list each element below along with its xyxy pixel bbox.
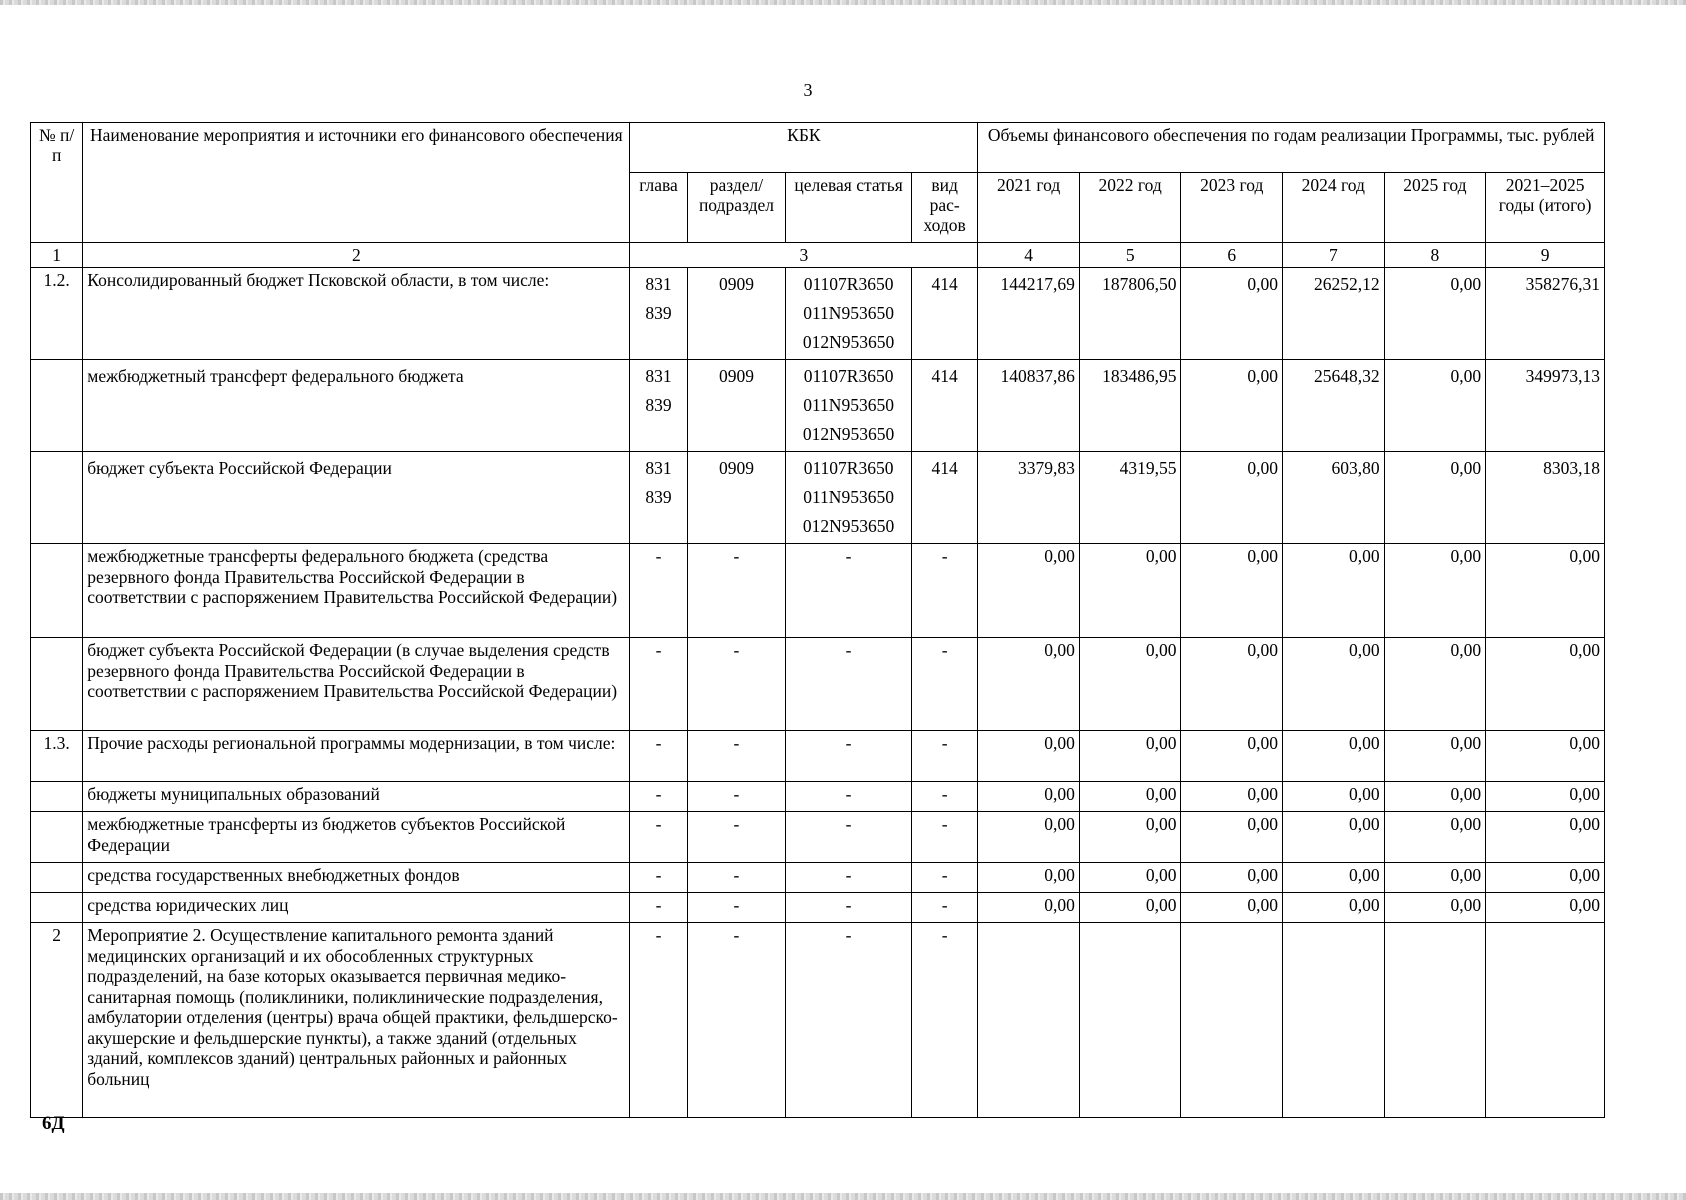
row-razdel: - xyxy=(687,544,786,638)
table-row xyxy=(31,544,1605,638)
row-num xyxy=(31,893,83,923)
row-value-2023: 0,00 xyxy=(1181,893,1283,923)
header-vid: вид рас-ходов xyxy=(911,173,977,243)
row-glava: - xyxy=(630,782,687,812)
row-value-2022: 4319,55 xyxy=(1079,452,1181,544)
header-glava: глава xyxy=(630,173,687,243)
colnum-9: 9 xyxy=(1486,243,1605,268)
row-value-2025: 0,00 xyxy=(1384,360,1486,452)
row-value-2025: 0,00 xyxy=(1384,268,1486,360)
row-value-total xyxy=(1486,923,1605,1118)
row-vid: - xyxy=(911,638,977,731)
row-value-total: 0,00 xyxy=(1486,863,1605,893)
header-razdel: раздел/ подраздел xyxy=(687,173,786,243)
row-name: бюджеты муниципальных образований xyxy=(83,782,630,812)
row-razdel: 0909 xyxy=(687,452,786,544)
row-glava: - xyxy=(630,731,687,782)
row-value-total: 0,00 xyxy=(1486,731,1605,782)
header-y2024: 2024 год xyxy=(1283,173,1385,243)
row-num xyxy=(31,452,83,544)
row-value-2022: 0,00 xyxy=(1079,893,1181,923)
row-value-total: 0,00 xyxy=(1486,893,1605,923)
row-glava: - xyxy=(630,812,687,863)
row-value-2025: 0,00 xyxy=(1384,782,1486,812)
row-razdel: - xyxy=(687,893,786,923)
row-value-2024: 25648,32 xyxy=(1283,360,1385,452)
row-vid: - xyxy=(911,812,977,863)
row-vid: - xyxy=(911,782,977,812)
row-statya: - xyxy=(786,638,912,731)
table-row xyxy=(31,812,1605,863)
row-value-2024 xyxy=(1283,923,1385,1118)
row-value-2025: 0,00 xyxy=(1384,893,1486,923)
row-statya: 01107R3650 011N953650 012N953650 xyxy=(786,268,912,360)
row-value-2021: 0,00 xyxy=(978,863,1080,893)
row-statya: - xyxy=(786,812,912,863)
scan-edge-bottom xyxy=(0,1193,1686,1200)
header-name: Наименование мероприятия и источники его финансового обеспечения xyxy=(83,123,630,243)
row-value-total: 0,00 xyxy=(1486,544,1605,638)
row-name: средства юридических лиц xyxy=(83,893,630,923)
row-value-2023: 0,00 xyxy=(1181,863,1283,893)
row-value-2025 xyxy=(1384,923,1486,1118)
table-row xyxy=(31,452,1605,544)
table-row xyxy=(31,863,1605,893)
colnum-3: 3 xyxy=(630,243,978,268)
row-num xyxy=(31,863,83,893)
row-num xyxy=(31,360,83,452)
row-num xyxy=(31,782,83,812)
row-value-2024: 0,00 xyxy=(1283,638,1385,731)
row-num: 1.3. xyxy=(31,731,83,782)
colnum-5: 5 xyxy=(1079,243,1181,268)
document-code: 6Д xyxy=(42,1113,65,1134)
header-row-1 xyxy=(31,123,1605,173)
table-row xyxy=(31,360,1605,452)
table-row xyxy=(31,731,1605,782)
row-value-2025: 0,00 xyxy=(1384,812,1486,863)
scan-edge-top xyxy=(0,0,1686,5)
row-value-2024: 0,00 xyxy=(1283,863,1385,893)
row-value-2023: 0,00 xyxy=(1181,360,1283,452)
header-y2021: 2021 год xyxy=(978,173,1080,243)
row-glava: - xyxy=(630,923,687,1118)
row-statya: 01107R3650 011N953650 012N953650 xyxy=(786,360,912,452)
row-vid: - xyxy=(911,893,977,923)
row-vid: - xyxy=(911,863,977,893)
row-glava: - xyxy=(630,863,687,893)
row-value-2021: 140837,86 xyxy=(978,360,1080,452)
row-value-total: 0,00 xyxy=(1486,638,1605,731)
row-value-2025: 0,00 xyxy=(1384,638,1486,731)
row-vid: - xyxy=(911,923,977,1118)
row-value-2024: 603,80 xyxy=(1283,452,1385,544)
row-value-2022 xyxy=(1079,923,1181,1118)
row-value-2024: 0,00 xyxy=(1283,782,1385,812)
row-glava: - xyxy=(630,893,687,923)
header-kbk: КБК xyxy=(630,123,978,173)
row-value-total: 8303,18 xyxy=(1486,452,1605,544)
table-row xyxy=(31,782,1605,812)
row-razdel: 0909 xyxy=(687,268,786,360)
row-value-2023: 0,00 xyxy=(1181,452,1283,544)
header-y2025: 2025 год xyxy=(1384,173,1486,243)
row-value-2021: 0,00 xyxy=(978,893,1080,923)
row-razdel: - xyxy=(687,863,786,893)
row-statya: - xyxy=(786,731,912,782)
header-num: № п/п xyxy=(31,123,83,243)
colnum-2: 2 xyxy=(83,243,630,268)
row-vid: - xyxy=(911,544,977,638)
row-value-2022: 0,00 xyxy=(1079,782,1181,812)
row-name: Мероприятие 2. Осуществление капитального ремонта зданий медицинских организаций и их обособленных структурных подразделений, на базе которых оказывается первичная медико-санитарная помощь (поликлиники, поликлинические подразделения, амбулатории отделения (центры) врача общей практики, фельдшерско-акушерские и фельдшерские пункты), а также зданий (отдельных зданий, комплексов зданий) центральных районных и районных больниц xyxy=(83,923,630,1118)
header-y2023: 2023 год xyxy=(1181,173,1283,243)
header-y2022: 2022 год xyxy=(1079,173,1181,243)
row-value-2022: 0,00 xyxy=(1079,812,1181,863)
colnum-7: 7 xyxy=(1283,243,1385,268)
row-name: бюджет субъекта Российской Федерации (в случае выделения средств резервного фонда Правительства Российской Федерации в соответствии с распоряжением Правительства Российской Федерации) xyxy=(83,638,630,731)
colnum-6: 6 xyxy=(1181,243,1283,268)
row-value-2024: 0,00 xyxy=(1283,731,1385,782)
row-value-2025: 0,00 xyxy=(1384,731,1486,782)
row-value-2021: 3379,83 xyxy=(978,452,1080,544)
row-num xyxy=(31,544,83,638)
row-num xyxy=(31,638,83,731)
row-value-2021: 144217,69 xyxy=(978,268,1080,360)
row-value-2022: 0,00 xyxy=(1079,544,1181,638)
row-glava: 831 839 xyxy=(630,268,687,360)
row-value-2022: 0,00 xyxy=(1079,863,1181,893)
table-row xyxy=(31,638,1605,731)
row-statya: - xyxy=(786,923,912,1118)
colnum-8: 8 xyxy=(1384,243,1486,268)
row-value-2024: 0,00 xyxy=(1283,544,1385,638)
row-statya: - xyxy=(786,544,912,638)
row-value-total: 0,00 xyxy=(1486,782,1605,812)
row-glava: 831 839 xyxy=(630,452,687,544)
table-row xyxy=(31,268,1605,360)
row-value-2021: 0,00 xyxy=(978,544,1080,638)
row-razdel: 0909 xyxy=(687,360,786,452)
row-value-total: 349973,13 xyxy=(1486,360,1605,452)
row-razdel: - xyxy=(687,731,786,782)
row-statya: - xyxy=(786,863,912,893)
row-vid: 414 xyxy=(911,360,977,452)
row-name: межбюджетный трансферт федерального бюджета xyxy=(83,360,630,452)
header-statya: целевая статья xyxy=(786,173,912,243)
financing-table xyxy=(30,122,1605,1118)
colnum-1: 1 xyxy=(31,243,83,268)
column-numbers-row xyxy=(31,243,1605,268)
row-value-2022: 0,00 xyxy=(1079,731,1181,782)
row-value-2021: 0,00 xyxy=(978,782,1080,812)
row-razdel: - xyxy=(687,782,786,812)
row-razdel: - xyxy=(687,638,786,731)
row-razdel: - xyxy=(687,923,786,1118)
row-name: средства государственных внебюджетных фондов xyxy=(83,863,630,893)
colnum-4: 4 xyxy=(978,243,1080,268)
row-value-2024: 26252,12 xyxy=(1283,268,1385,360)
row-value-2021: 0,00 xyxy=(978,812,1080,863)
row-value-2023: 0,00 xyxy=(1181,731,1283,782)
row-name: Прочие расходы региональной программы модернизации, в том числе: xyxy=(83,731,630,782)
row-name: межбюджетные трансферты федерального бюджета (средства резервного фонда Правительства Российской Федерации в соответствии с распоряжением Правительства Российской Федерации) xyxy=(83,544,630,638)
row-glava: 831 839 xyxy=(630,360,687,452)
row-value-2021: 0,00 xyxy=(978,731,1080,782)
row-value-total: 358276,31 xyxy=(1486,268,1605,360)
row-value-2021 xyxy=(978,923,1080,1118)
row-statya: - xyxy=(786,782,912,812)
row-vid: 414 xyxy=(911,268,977,360)
row-value-2023: 0,00 xyxy=(1181,268,1283,360)
row-value-2023: 0,00 xyxy=(1181,638,1283,731)
row-name: Консолидированный бюджет Псковской области, в том числе: xyxy=(83,268,630,360)
row-value-2022: 0,00 xyxy=(1079,638,1181,731)
row-value-2022: 187806,50 xyxy=(1079,268,1181,360)
row-value-2025: 0,00 xyxy=(1384,544,1486,638)
row-name: бюджет субъекта Российской Федерации xyxy=(83,452,630,544)
header-volumes: Объемы финансового обеспечения по годам реализации Программы, тыс. рублей xyxy=(978,123,1605,173)
row-value-2023: 0,00 xyxy=(1181,544,1283,638)
row-value-2021: 0,00 xyxy=(978,638,1080,731)
table-row xyxy=(31,923,1605,1118)
row-num: 1.2. xyxy=(31,268,83,360)
row-value-2023 xyxy=(1181,923,1283,1118)
row-num xyxy=(31,812,83,863)
row-vid: 414 xyxy=(911,452,977,544)
row-value-2022: 183486,95 xyxy=(1079,360,1181,452)
row-num: 2 xyxy=(31,923,83,1118)
row-name: межбюджетные трансферты из бюджетов субъектов Российской Федерации xyxy=(83,812,630,863)
row-value-2024: 0,00 xyxy=(1283,893,1385,923)
row-value-2024: 0,00 xyxy=(1283,812,1385,863)
table-row xyxy=(31,893,1605,923)
row-statya: - xyxy=(786,893,912,923)
row-value-2023: 0,00 xyxy=(1181,782,1283,812)
page-number: 3 xyxy=(803,80,813,100)
row-value-2025: 0,00 xyxy=(1384,452,1486,544)
row-statya: 01107R3650 011N953650 012N953650 xyxy=(786,452,912,544)
row-glava: - xyxy=(630,544,687,638)
row-glava: - xyxy=(630,638,687,731)
row-value-total: 0,00 xyxy=(1486,812,1605,863)
row-value-2025: 0,00 xyxy=(1384,863,1486,893)
row-value-2023: 0,00 xyxy=(1181,812,1283,863)
header-total: 2021–2025 годы (итого) xyxy=(1486,173,1605,243)
row-razdel: - xyxy=(687,812,786,863)
row-vid: - xyxy=(911,731,977,782)
